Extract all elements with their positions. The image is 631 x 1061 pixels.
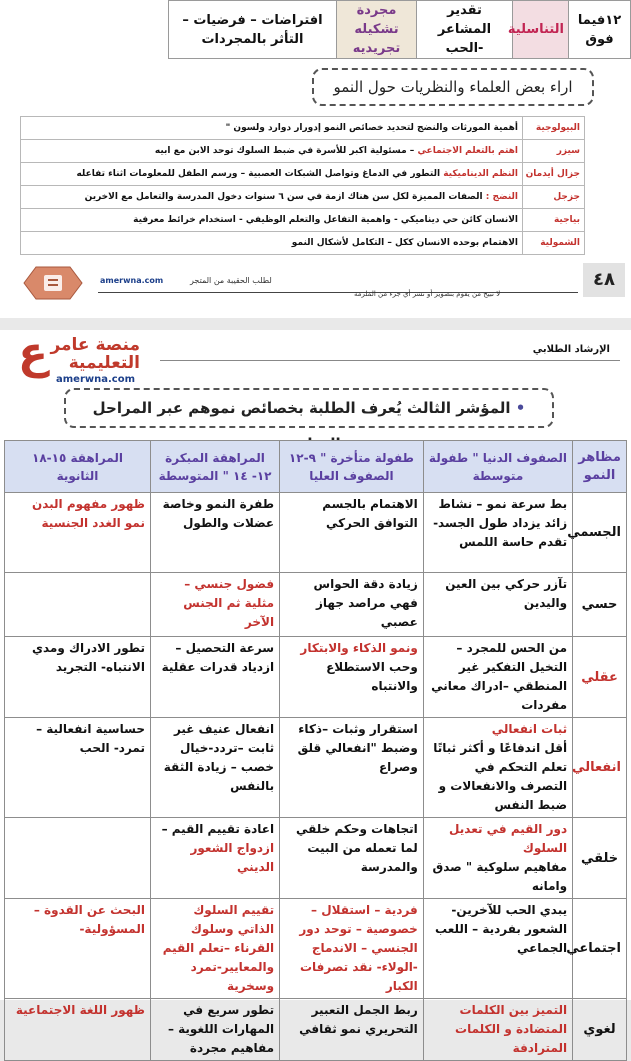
table-row [5, 718, 627, 818]
theories-title-box [312, 68, 594, 106]
table-row [5, 573, 627, 637]
aspect-cell: عقلي [573, 637, 627, 718]
abstract-cell: مجردة تشكيله تجريديه [337, 1, 417, 59]
upper-cell: فردية – استقلال – خصوصية – توحد دور الجنسي – الاندماج -الولاء- نقد تصرفات الكبار [280, 899, 424, 999]
bag-logo-icon [14, 265, 92, 301]
brand-name-line1: منصة عامر [50, 335, 140, 355]
theory-desc: الاهتمام بوحده الانسان ككل – التكامل لأشكال النمو [21, 232, 523, 255]
lower-cell: بط سرعة نمو – نشاط زائد يزداد طول الجسد- تقدم حاسة اللمس [423, 493, 572, 573]
page-49 [0, 328, 631, 1055]
table-row [5, 818, 627, 899]
section-title: الإرشاد الطلابي [532, 344, 610, 355]
theory-row [21, 117, 585, 140]
indicator-title-box [64, 388, 554, 428]
theory-desc [21, 140, 523, 163]
bullet-icon: • [510, 399, 526, 417]
theory-name: الشمولية [523, 232, 585, 255]
page-48 [0, 0, 631, 318]
lower-text: أقل اندفاعًا و أكثر ثباتًا تعلم التحكم في التصرف والانفعالات و ضبط النفس [433, 741, 568, 812]
store-site-link[interactable]: amerwna.com [100, 276, 164, 285]
aspect-cell: خلقي [573, 818, 627, 899]
lower-cell [423, 718, 572, 818]
high-cell: تطور الادراك ومدي الانتباه- التجريد [5, 637, 151, 718]
theory-name: سيزر [523, 140, 585, 163]
upper-cell: اتجاهات وحكم خلقي لما تعمله من البيت والمدرسة [280, 818, 424, 899]
middle-text: اعادة تقييم القيم – [161, 822, 275, 836]
growth-stages-table [4, 440, 627, 1061]
high-cell [5, 899, 151, 999]
theory-name: بياجية [523, 209, 585, 232]
upper-cell: زيادة دقة الحواس فهي مراصد جهاز عصبي [280, 573, 424, 637]
theory-row [21, 209, 585, 232]
header-upper-grades: طفولة متأخرة " ٩-١٢ الصفوف العليا [280, 441, 424, 493]
middle-cell: سرعة التحصيل – ازدياد قدرات عقلية [150, 637, 279, 718]
table-header-row [5, 441, 627, 493]
middle-cell: انفعال عنيف غير ثابت –تردد-خيال خصب – زيادة الثقة بالنفس [150, 718, 279, 818]
feeling-cell: تقدير المشاعر -الحب [417, 1, 513, 59]
theory-row [21, 163, 585, 186]
assumptions-cell: افتراضات – فرضيات – التأثر بالمجردات [169, 1, 337, 59]
brand-name-line2: التعليمية [68, 353, 140, 373]
lower-highlight: ثبات انفعالي [491, 722, 568, 736]
table-row [5, 999, 627, 1061]
aspect-cell: الجسمي [573, 493, 627, 573]
table-row [5, 493, 627, 573]
lower-cell: التميز بين الكلمات المتضادة و الكلمات المترادفة [423, 999, 572, 1061]
middle-highlight: ازدواج الشعور الديني [190, 841, 275, 874]
header-aspect: مظاهر النمو [573, 441, 627, 493]
middle-cell: فضول جنسي – مثلية ثم الجنس الآخر [150, 573, 279, 637]
theory-desc [21, 163, 523, 186]
brand-site-link[interactable]: amerwna.com [56, 374, 136, 385]
middle-cell: تقييم السلوك الذاتي وسلوك القرناء –تعلم القيم والمعايير-تمرد وسخرية [150, 899, 279, 999]
aspect-cell: انفعالي [573, 718, 627, 818]
grade-cell: ١٢فيما فوق [569, 1, 631, 59]
theories-table [20, 116, 585, 255]
header-early-adolescence: المراهقة المبكرة ١٢- ١٤ " المتوسطة [150, 441, 279, 493]
lower-cell [423, 818, 572, 899]
lower-cell: تآزر حركي بين العين واليدين [423, 573, 572, 637]
theory-name: جزجل [523, 186, 585, 209]
high-cell [5, 818, 151, 899]
header-divider [160, 360, 620, 361]
page-number: ٤٨ [583, 263, 625, 297]
high-cell: ظهور مفهوم البدن نمو الغدد الجنسية [5, 493, 151, 573]
table-row [5, 637, 627, 718]
high-cell: حساسية انفعالية – تمرد- الحب [5, 718, 151, 818]
upper-highlight: ونمو الذكاء والابتكار [300, 641, 418, 655]
middle-cell [150, 818, 279, 899]
theories-title: اراء بعض العلماء والنظريات حول النمو [333, 78, 573, 96]
theory-desc: الانسان كائن حي ديناميكي - واهمية التفاعل والتعلم الوظيفي - استخدام خرائط معرفية [21, 209, 523, 232]
aspect-cell: لغوي [573, 999, 627, 1061]
indicator-title: المؤشر الثالث يُعرف الطلبة بخصائص نموهم عبر المراحل [92, 399, 511, 417]
theory-desc-text: – مسئولية اكبر للأسرة في ضبط السلوك توحد الابن مع ابيه [154, 146, 418, 156]
theory-desc-highlight: النظم الديناميكية [443, 169, 518, 179]
middle-cell: طفرة النمو وخاصة عضلات والطول [150, 493, 279, 573]
lower-text: مفاهيم سلوكية " صدق وامانه [432, 860, 568, 893]
footer-divider [98, 292, 578, 293]
theory-desc-text: التطور في الدماغ وتواصل الشبكات العصبية – ورسم الطفل للمعلومات اثناء تفاعله [76, 169, 444, 179]
brand-logo-icon: ع [18, 328, 49, 379]
theory-desc-text: الصفات المميزة لكل سن هناك ازمة في سن ٦ سنوات دخول المدرسة والتعامل مع الاخرين [84, 192, 486, 202]
genital-stage-table [168, 0, 631, 59]
theory-row [21, 186, 585, 209]
theory-name: البيولوجية [523, 117, 585, 140]
theory-desc: أهمية المورثات والنضج لتحديد خصائص النمو إدورار دوارد ولسون " [21, 117, 523, 140]
lower-cell: من الحس للمجرد – التخيل التفكير غير المنطقي –ادراك معاني مفردات [423, 637, 572, 718]
upper-cell: استقرار وثبات –ذكاء وضبط "انفعالي قلق وصراع [280, 718, 424, 818]
upper-cell [280, 637, 424, 718]
theory-desc-highlight: اهتم بالتعلم الاجتماعي [417, 146, 518, 156]
theory-desc-highlight: النضج : [485, 192, 518, 202]
upper-cell: الاهتمام بالجسم التوافق الحركي [280, 493, 424, 573]
high-cell: ظهور اللغة الاجتماعية [5, 999, 151, 1061]
middle-cell: تطور سريع في المهارات اللغوية – مفاهيم مجردة [150, 999, 279, 1061]
upper-cell: ربط الجمل التعبير التحريري نمو ثقافي [280, 999, 424, 1061]
high-highlight: البحث عن القدوة – المسؤولية- [33, 903, 145, 936]
table-row [5, 899, 627, 999]
stage-cell: التناسلية [513, 1, 569, 59]
upper-text: وحب الاستطلاع والانتباه [326, 660, 418, 693]
aspect-cell: اجتماعي [573, 899, 627, 999]
theory-name: جزال أيدمان [523, 163, 585, 186]
theory-row [21, 140, 585, 163]
high-cell [5, 573, 151, 637]
aspect-cell: حسي [573, 573, 627, 637]
store-note: لطلب الحقيبة من المتجر [190, 276, 272, 285]
header-lower-grades: الصفوف الدنيا " طفولة متوسطة [423, 441, 572, 493]
header-adolescence: المراهقة ١٥-١٨ الثانوية [5, 441, 151, 493]
lower-highlight: دور القيم في تعديل السلوك [449, 822, 568, 855]
theory-desc [21, 186, 523, 209]
lower-cell: يبدي الحب للآخرين- الشعور بفردية – اللعب الجماعي [423, 899, 572, 999]
theory-row [21, 232, 585, 255]
rights-note: لا نبيح من يقوم بتصوير أو نشر أي جزء من الملزمة [354, 290, 501, 298]
